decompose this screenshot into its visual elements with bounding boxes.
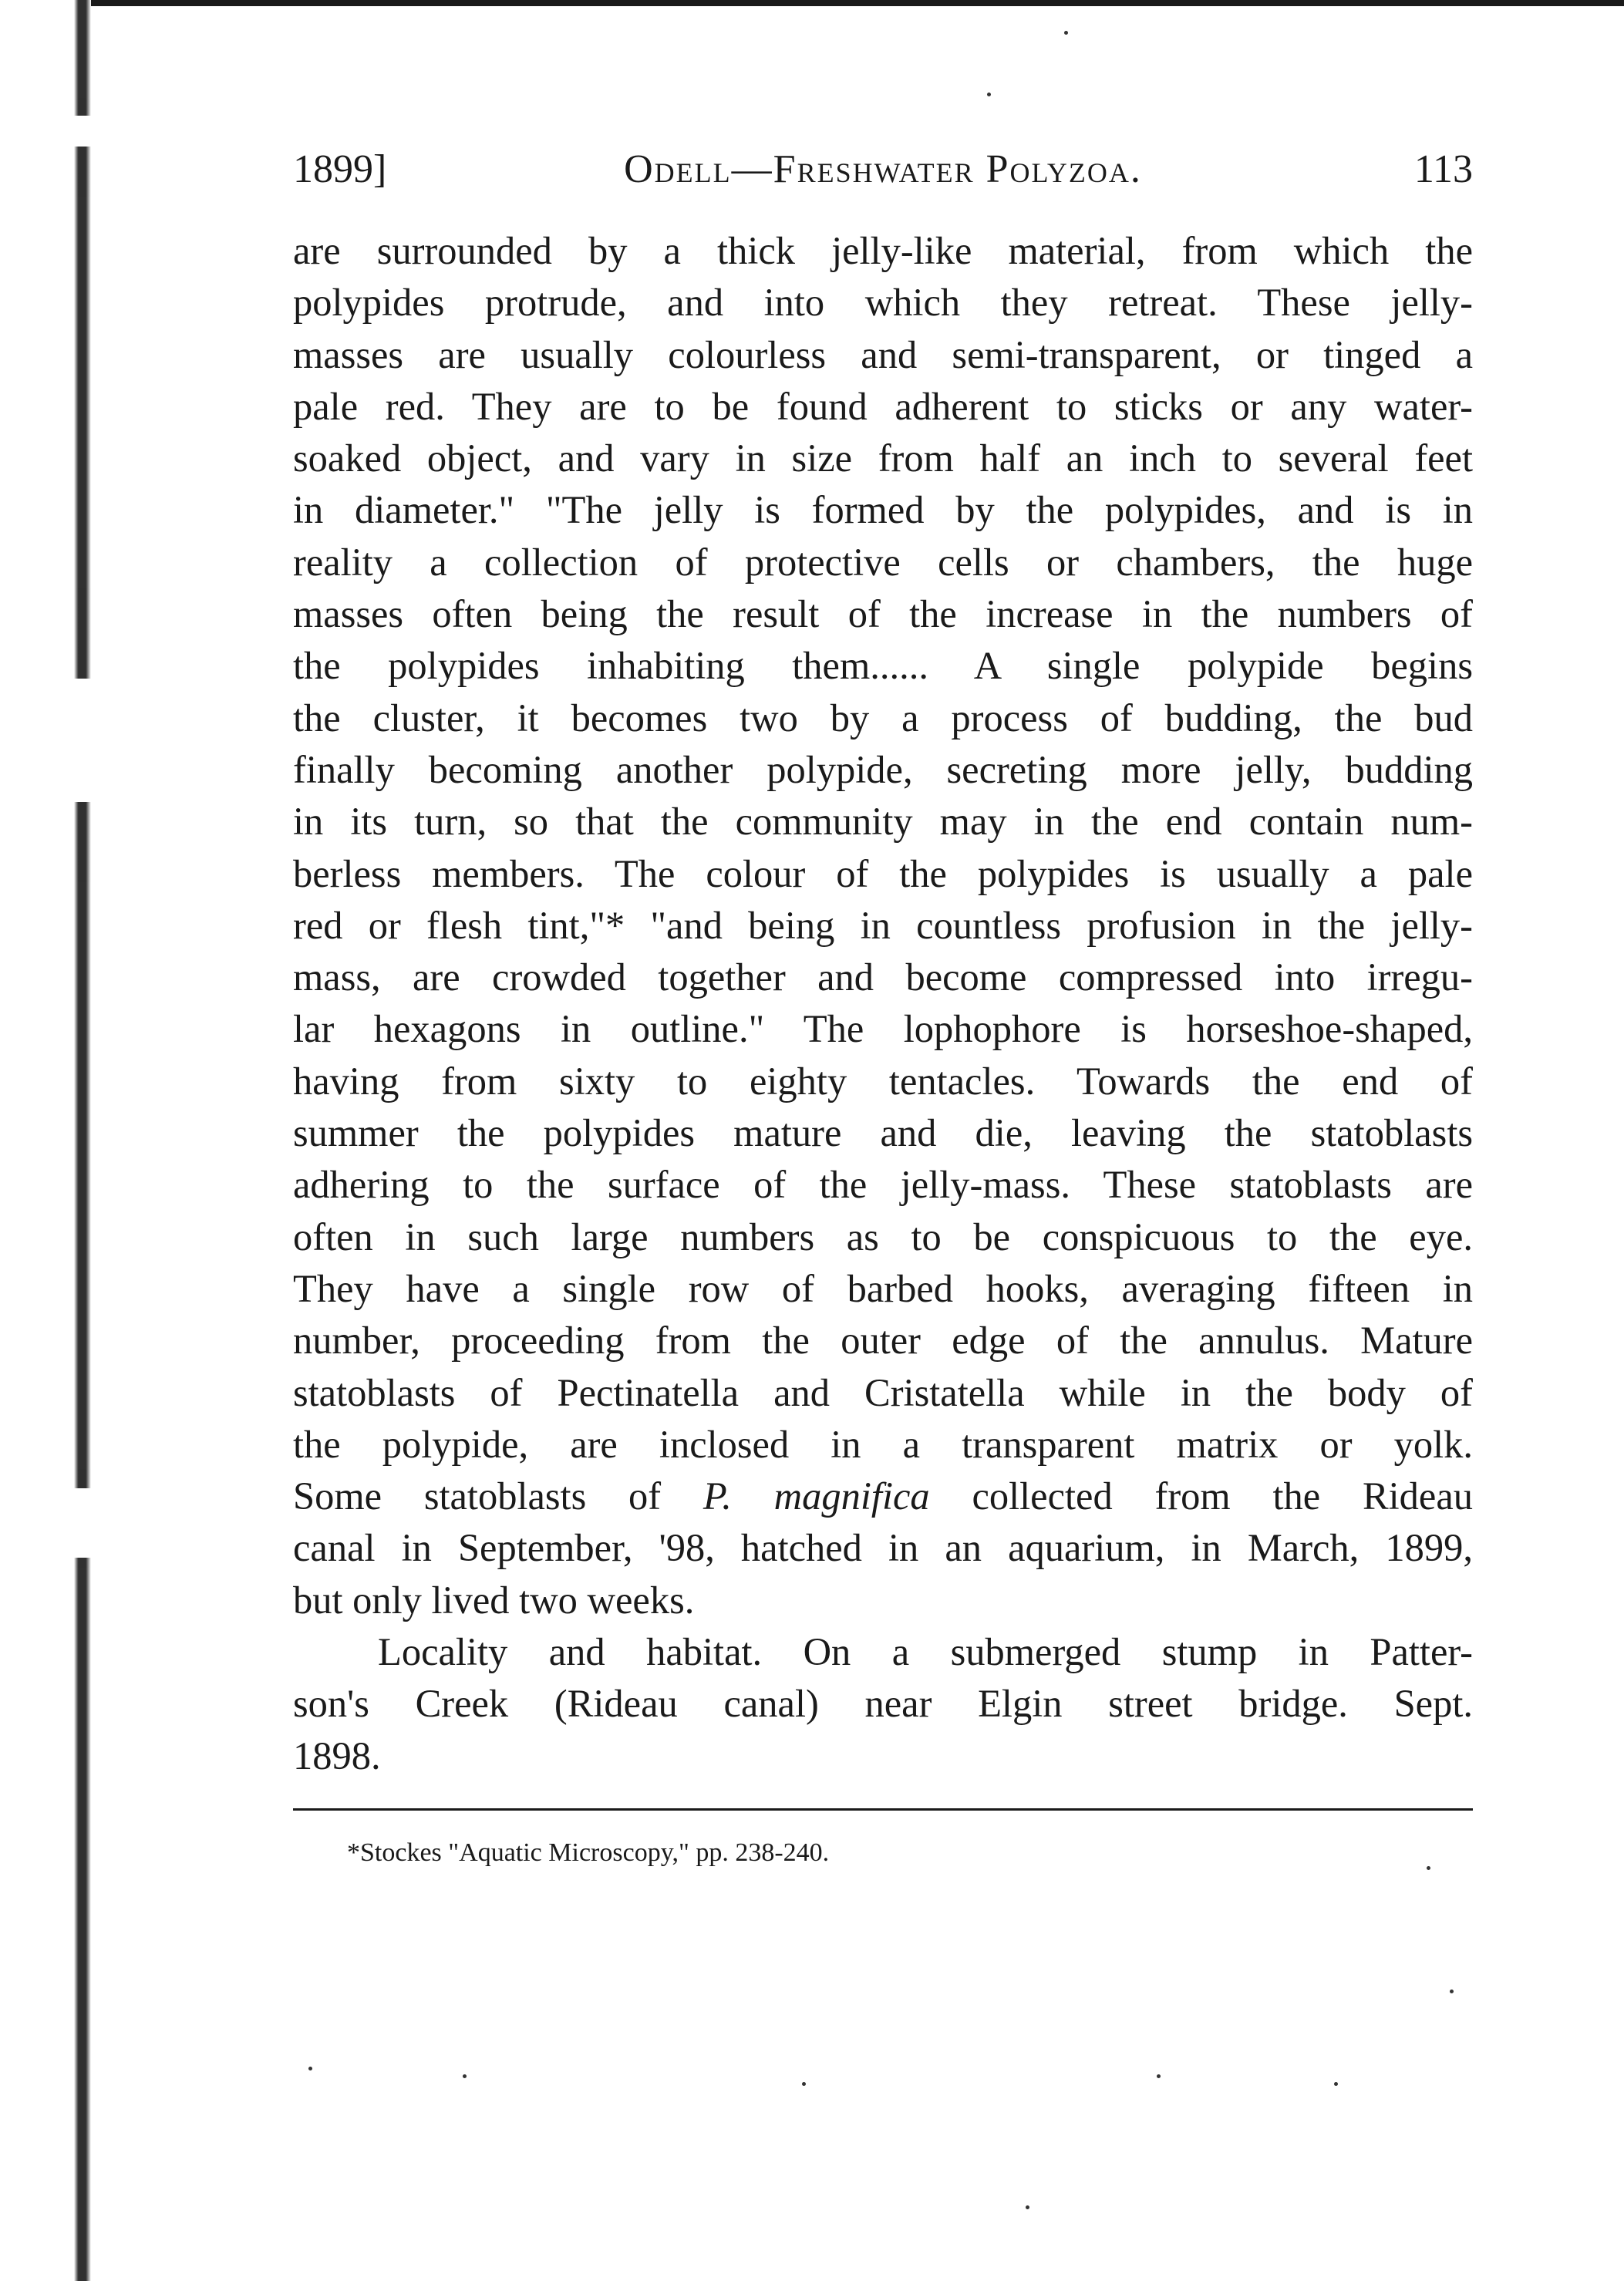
text-line: summer the polypides mature and die, leaving the statoblasts [293, 1111, 1473, 1155]
page-number: 113 [1413, 147, 1473, 191]
text-line: in its turn, so that the community may in the end contain num- [293, 800, 1473, 844]
text-line: having from sixty to eighty tentacles. Towards the end of [293, 1059, 1473, 1103]
text-line: masses are usually colourless and semi-transparent, or tinged a [293, 332, 1473, 376]
scan-speck [1450, 1990, 1454, 1993]
text-line: berless members. The colour of the polypides is usually a pale [293, 851, 1473, 895]
text-line: number, proceeding from the outer edge of the annulus. Mature [293, 1319, 1473, 1363]
text-line: polypides protrude, and into which they retreat. These jelly- [293, 281, 1473, 325]
footnote: *Stockes "Aquatic Microscopy," pp. 238-240. [347, 1838, 830, 1867]
text-line: adhering to the surface of the jelly-mass. These statoblasts are [293, 1163, 1473, 1207]
text-line-with-italic [293, 1471, 1473, 1522]
text-line: lar hexagons in outline." The lophophore is horseshoe-shaped, [293, 1007, 1473, 1051]
scan-speck [308, 2067, 312, 2070]
scan-speck [987, 93, 991, 96]
scan-speck [1157, 2074, 1161, 2078]
text-line: but only lived two weeks. [293, 1578, 695, 1622]
scan-speck [802, 2082, 806, 2086]
text-line: canal in September, '98, hatched in an aquarium, in March, 1899, [293, 1526, 1473, 1570]
text-line: the cluster, it becomes two by a process of budding, the bud [293, 696, 1473, 740]
text-line: red or flesh tint,"* "and being in countless profusion in the jelly- [293, 903, 1473, 947]
text-line: often in such large numbers as to be conspicuous to the eye. [293, 1215, 1473, 1258]
text-line: statoblasts of Pectinatella and Cristatella while in the body of [293, 1370, 1473, 1414]
text-line: mass, are crowded together and become compressed into irregu- [293, 955, 1473, 999]
text-line: They have a single row of barbed hooks, averaging fifteen in [293, 1266, 1473, 1310]
text-line: the polypide, are inclosed in a transparent matrix or yolk. [293, 1422, 1473, 1466]
text-line: reality a collection of protective cells or chambers, the huge [293, 540, 1473, 584]
species-name-italic: P. magnifica [702, 1474, 930, 1518]
page-top-edge [91, 0, 1624, 6]
text-line: finally becoming another polypide, secreting more jelly, budding [293, 747, 1473, 791]
running-header [293, 139, 1473, 200]
text-line: Locality and habitat. On a submerged stump in Patter- [378, 1630, 1473, 1674]
scan-speck [1026, 2205, 1029, 2209]
footnote-divider [293, 1808, 1473, 1811]
paragraph-description [293, 225, 1473, 1626]
text-line: the polypides inhabiting them...... A single polypide begins [293, 644, 1473, 688]
page-binding-edge [74, 0, 91, 2281]
scan-speck [463, 2074, 467, 2078]
running-title: Odell—Freshwater Polyzoa. [624, 147, 1142, 191]
scan-speck [1427, 1866, 1430, 1870]
body-text [293, 225, 1473, 1782]
scan-speck [1064, 31, 1068, 35]
text-line: masses often being the result of the increase in the numbers of [293, 592, 1473, 636]
text-line: son's Creek (Rideau canal) near Elgin street bridge. Sept. [293, 1682, 1473, 1726]
text-line: 1898. [293, 1733, 381, 1777]
text-span: Some statoblasts of [293, 1474, 703, 1518]
header-year: 1899] [293, 147, 387, 191]
text-line: pale red. They are to be found adherent to sticks or any water- [293, 384, 1473, 428]
text-line: soaked object, and vary in size from half an inch to several feet [293, 436, 1473, 480]
paragraph-locality [293, 1626, 1473, 1782]
text-line: in diameter." "The jelly is formed by the polypides, and is in [293, 488, 1473, 532]
text-line: are surrounded by a thick jelly-like material, from which the [293, 229, 1473, 272]
scan-speck [1334, 2082, 1338, 2086]
text-span: collected from the Rideau [929, 1474, 1473, 1518]
